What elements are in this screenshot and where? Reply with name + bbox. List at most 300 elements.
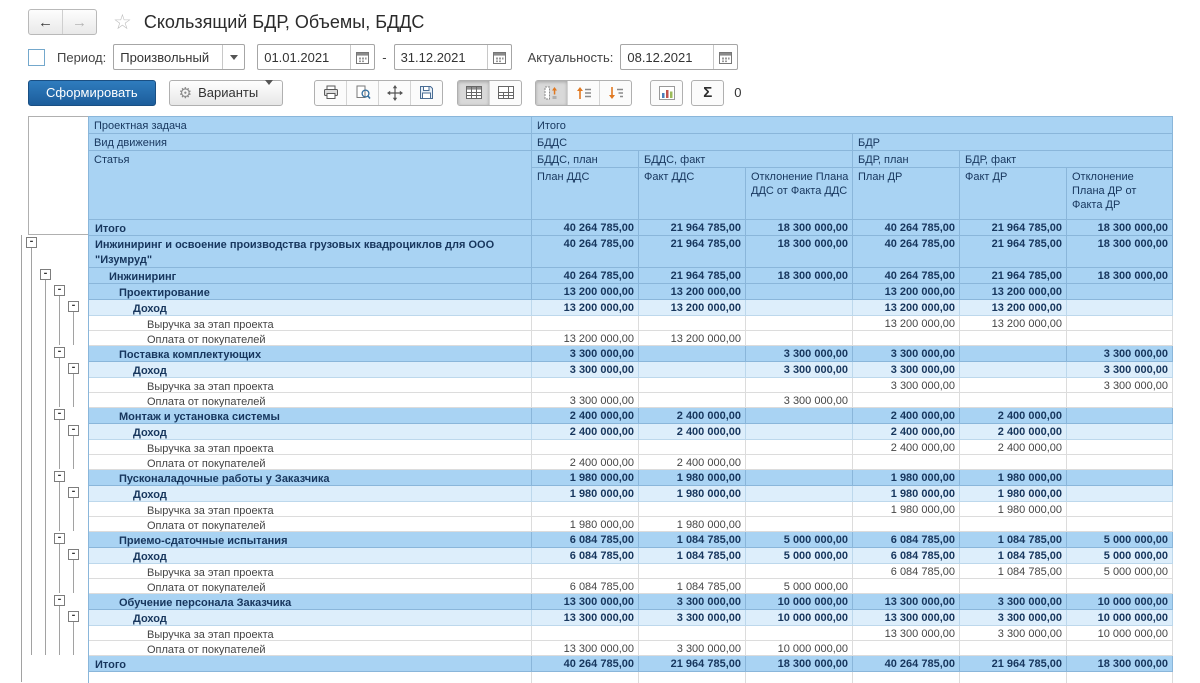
value-cell[interactable]: 2 400 000,00 [853, 424, 960, 440]
value-cell[interactable] [746, 486, 853, 502]
value-cell[interactable] [746, 424, 853, 440]
table-row [89, 626, 1173, 641]
value-cell[interactable]: 1 980 000,00 [532, 486, 639, 502]
value-cell[interactable]: 3 300 000,00 [853, 346, 960, 362]
gear-icon: ⚙ [178, 84, 193, 102]
value-cell[interactable] [639, 362, 746, 378]
value-cell[interactable]: 3 300 000,00 [746, 393, 853, 408]
value-cell[interactable]: 10 000 000,00 [746, 594, 853, 610]
value-cell[interactable]: 18 300 000,00 [1067, 236, 1173, 268]
collapse-box[interactable]: - [68, 363, 79, 374]
table-row [89, 579, 1173, 594]
value-cell[interactable]: 18 300 000,00 [746, 268, 853, 284]
value-cell[interactable] [639, 502, 746, 517]
value-cell[interactable]: 1 084 785,00 [960, 564, 1067, 579]
row-label-cell[interactable]: Приемо-сдаточные испытания [89, 532, 532, 548]
table-row [89, 316, 1173, 331]
table-row [89, 408, 1173, 424]
value-cell[interactable]: 2 400 000,00 [960, 440, 1067, 455]
value-cell[interactable] [639, 393, 746, 408]
table-row [89, 440, 1173, 455]
value-cell[interactable]: 13 300 000,00 [532, 610, 639, 626]
value-cell[interactable] [639, 316, 746, 331]
table-row [89, 548, 1173, 564]
table-row [89, 594, 1173, 610]
value-cell[interactable] [746, 626, 853, 641]
value-cell[interactable]: 1 980 000,00 [532, 517, 639, 532]
period-type-select[interactable] [113, 44, 245, 70]
value-cell[interactable]: 1 980 000,00 [960, 470, 1067, 486]
value-cell[interactable]: 10 000 000,00 [1067, 626, 1173, 641]
value-cell[interactable]: 18 300 000,00 [1067, 656, 1173, 672]
value-cell[interactable] [1067, 393, 1173, 408]
report-grid [88, 116, 1173, 683]
chart-button-group [650, 80, 683, 106]
value-cell[interactable]: 3 300 000,00 [1067, 378, 1173, 393]
corner-header-cell: Проектная задача [89, 117, 532, 134]
value-cell[interactable] [1067, 455, 1173, 470]
row-label-cell[interactable]: Доход [89, 424, 532, 440]
value-cell[interactable] [1067, 440, 1173, 455]
row-label-cell[interactable]: Оплата от покупателей [89, 579, 532, 594]
header-span-row [532, 134, 1173, 151]
nav-bar [0, 0, 1200, 36]
value-cell[interactable]: 13 300 000,00 [853, 626, 960, 641]
value-cell[interactable]: 5 000 000,00 [746, 548, 853, 564]
value-cell[interactable] [1067, 641, 1173, 656]
value-cell[interactable]: 2 400 000,00 [960, 408, 1067, 424]
value-cell[interactable]: 2 400 000,00 [853, 408, 960, 424]
value-cell[interactable]: 6 084 785,00 [853, 564, 960, 579]
value-cell[interactable] [960, 517, 1067, 532]
value-cell[interactable]: 40 264 785,00 [532, 220, 639, 236]
row-label-cell[interactable]: Доход [89, 486, 532, 502]
value-cell[interactable]: 21 964 785,00 [639, 236, 746, 268]
value-cell[interactable] [746, 284, 853, 300]
value-cell[interactable] [1067, 284, 1173, 300]
value-cell[interactable]: 13 300 000,00 [853, 594, 960, 610]
value-cell[interactable] [853, 331, 960, 346]
value-cell[interactable] [853, 517, 960, 532]
value-cell[interactable]: 3 300 000,00 [960, 626, 1067, 641]
tree-connector-line [31, 248, 32, 655]
row-label-cell[interactable]: Оплата от покупателей [89, 455, 532, 470]
value-cell[interactable]: 1 980 000,00 [960, 486, 1067, 502]
value-cell[interactable] [1067, 300, 1173, 316]
history-buttons [28, 9, 97, 35]
grid-merged-button[interactable] [489, 81, 521, 105]
value-cell[interactable]: 3 300 000,00 [639, 641, 746, 656]
tree-connector-line [73, 498, 74, 531]
value-cell[interactable] [746, 470, 853, 486]
collapse-levels-icon [544, 86, 559, 100]
value-cell[interactable] [746, 502, 853, 517]
collapse-box[interactable]: - [68, 487, 79, 498]
filter-bar [0, 44, 1200, 70]
value-cell[interactable]: 13 300 000,00 [532, 594, 639, 610]
collapse-box[interactable]: - [68, 611, 79, 622]
variants-button[interactable] [169, 80, 284, 106]
calendar-icon[interactable] [350, 45, 374, 69]
value-cell[interactable]: 13 300 000,00 [532, 641, 639, 656]
value-cell[interactable]: 6 084 785,00 [532, 532, 639, 548]
row-label-cell[interactable]: Итого [89, 656, 532, 672]
value-cell[interactable] [746, 408, 853, 424]
date-from-value: 01.01.2021 [264, 49, 330, 65]
tree-connector-line [59, 482, 60, 531]
table-row [89, 564, 1173, 579]
value-cell[interactable]: 5 000 000,00 [1067, 564, 1173, 579]
value-cell[interactable] [532, 440, 639, 455]
value-cell[interactable]: 1 980 000,00 [853, 502, 960, 517]
value-cell[interactable] [1067, 502, 1173, 517]
value-cell[interactable]: 3 300 000,00 [1067, 346, 1173, 362]
row-label-cell[interactable]: Поставка комплектующих [89, 346, 532, 362]
value-cell[interactable]: 13 200 000,00 [960, 284, 1067, 300]
tree-connector-line [21, 235, 22, 682]
value-cell[interactable] [639, 346, 746, 362]
tree-connector-line [73, 312, 74, 345]
calendar-icon[interactable] [487, 45, 511, 69]
value-cell[interactable]: 3 300 000,00 [639, 610, 746, 626]
value-cell[interactable]: 18 300 000,00 [746, 220, 853, 236]
save-icon [419, 85, 434, 100]
row-label-cell[interactable]: Инжиниринг [89, 268, 532, 284]
row-label-cell[interactable]: Оплата от покупателей [89, 393, 532, 408]
value-cell[interactable] [746, 564, 853, 579]
collapse-box[interactable]: - [26, 237, 37, 248]
value-cell[interactable] [960, 378, 1067, 393]
value-cell[interactable] [1067, 424, 1173, 440]
value-cell[interactable]: 13 200 000,00 [853, 284, 960, 300]
value-cell[interactable]: 1 980 000,00 [960, 502, 1067, 517]
value-cell[interactable] [746, 378, 853, 393]
value-cell[interactable]: 1 084 785,00 [960, 532, 1067, 548]
value-cell[interactable]: 21 964 785,00 [960, 220, 1067, 236]
row-label-cell[interactable]: Проектирование [89, 284, 532, 300]
value-cell[interactable] [639, 440, 746, 455]
value-cell[interactable] [853, 393, 960, 408]
row-label-cell [89, 672, 532, 683]
print-icon [323, 85, 339, 100]
date-from-input[interactable] [257, 44, 375, 70]
value-cell[interactable]: 10 000 000,00 [746, 610, 853, 626]
value-cell[interactable] [1067, 331, 1173, 346]
column-header-row [532, 168, 1173, 220]
value-cell[interactable] [639, 564, 746, 579]
grid-merged-icon [498, 86, 514, 99]
value-cell[interactable]: 3 300 000,00 [532, 346, 639, 362]
output-button-group [314, 80, 443, 106]
value-cell[interactable] [532, 564, 639, 579]
value-cell[interactable]: 1 084 785,00 [639, 548, 746, 564]
collapse-box[interactable]: - [54, 409, 65, 420]
expand-rows-up-button[interactable] [567, 81, 599, 105]
value-cell[interactable]: 6 084 785,00 [853, 548, 960, 564]
table-row [89, 300, 1173, 316]
collapse-box[interactable]: - [54, 533, 65, 544]
value-cell[interactable] [746, 331, 853, 346]
row-label-cell[interactable]: Выручка за этап проекта [89, 378, 532, 393]
row-label-cell[interactable]: Выручка за этап проекта [89, 502, 532, 517]
value-cell[interactable] [532, 626, 639, 641]
value-cell[interactable]: 2 400 000,00 [532, 424, 639, 440]
collapse-box[interactable]: - [68, 301, 79, 312]
value-cell[interactable] [960, 641, 1067, 656]
value-cell[interactable]: 40 264 785,00 [853, 236, 960, 268]
column-group-header-cell: БДДС, план [532, 151, 639, 168]
sigma-icon: Σ [703, 84, 713, 101]
row-label-cell[interactable]: Инжиниринг и освоение производства грузовых квадроциклов для ООО "Изумруд" [89, 236, 532, 268]
value-cell[interactable]: 1 980 000,00 [532, 470, 639, 486]
value-cell[interactable]: 2 400 000,00 [639, 455, 746, 470]
back-button[interactable] [29, 10, 62, 34]
row-label-cell[interactable]: Пусконаладочные работы у Заказчика [89, 470, 532, 486]
column-group-header-cell: БДДС [532, 134, 853, 151]
collapse-levels-button[interactable] [536, 81, 567, 105]
value-cell[interactable]: 3 300 000,00 [532, 393, 639, 408]
value-cell[interactable]: 3 300 000,00 [532, 362, 639, 378]
value-cell[interactable]: 18 300 000,00 [1067, 220, 1173, 236]
value-cell[interactable] [1067, 470, 1173, 486]
value-cell[interactable]: 40 264 785,00 [532, 656, 639, 672]
value-cell[interactable] [639, 626, 746, 641]
value-cell[interactable] [746, 517, 853, 532]
value-cell[interactable] [960, 331, 1067, 346]
value-cell[interactable]: 2 400 000,00 [853, 440, 960, 455]
value-cell[interactable]: 3 300 000,00 [853, 362, 960, 378]
chart-button[interactable] [651, 81, 682, 105]
row-label-cell[interactable]: Выручка за этап проекта [89, 316, 532, 331]
row-label-cell[interactable]: Выручка за этап проекта [89, 626, 532, 641]
table-row [89, 424, 1173, 440]
value-cell[interactable] [532, 502, 639, 517]
table-row [89, 362, 1173, 378]
value-cell[interactable]: 21 964 785,00 [960, 656, 1067, 672]
row-label-cell[interactable]: Итого [89, 220, 532, 236]
value-cell[interactable] [960, 393, 1067, 408]
value-cell[interactable] [1067, 579, 1173, 594]
value-cell[interactable]: 1 980 000,00 [639, 517, 746, 532]
value-cell[interactable]: 3 300 000,00 [960, 610, 1067, 626]
row-label-cell[interactable]: Доход [89, 548, 532, 564]
collapse-box[interactable]: - [54, 347, 65, 358]
value-cell[interactable]: 5 000 000,00 [1067, 548, 1173, 564]
row-label-cell[interactable]: Доход [89, 300, 532, 316]
value-cell[interactable] [1067, 517, 1173, 532]
collapse-box[interactable]: - [40, 269, 51, 280]
generate-button[interactable]: Сформировать [28, 80, 156, 106]
pan-button[interactable] [378, 81, 410, 105]
value-cell[interactable] [960, 362, 1067, 378]
row-label-cell[interactable]: Доход [89, 610, 532, 626]
value-cell[interactable] [746, 316, 853, 331]
collapse-box[interactable]: - [54, 595, 65, 606]
row-label-cell[interactable]: Оплата от покупателей [89, 331, 532, 346]
value-cell[interactable]: 6 084 785,00 [532, 548, 639, 564]
tree-connector-line [73, 622, 74, 655]
value-cell[interactable]: 2 400 000,00 [532, 455, 639, 470]
row-label-cell[interactable]: Оплата от покупателей [89, 641, 532, 656]
forward-button[interactable] [62, 10, 96, 34]
value-cell[interactable] [746, 440, 853, 455]
value-cell[interactable]: 3 300 000,00 [853, 378, 960, 393]
tree-connector-line [59, 544, 60, 593]
value-cell[interactable]: 3 300 000,00 [1067, 362, 1173, 378]
calendar-icon[interactable] [713, 45, 737, 69]
value-cell[interactable]: 40 264 785,00 [853, 220, 960, 236]
value-cell[interactable] [1067, 486, 1173, 502]
favorite-star-icon[interactable]: ☆ [113, 10, 132, 34]
value-cell[interactable]: 1 084 785,00 [639, 579, 746, 594]
column-group-header-cell: БДР [853, 134, 1173, 151]
value-cell[interactable]: 6 084 785,00 [532, 579, 639, 594]
print-preview-button[interactable] [346, 81, 378, 105]
sum-button-group [691, 80, 724, 106]
row-label-cell[interactable]: Доход [89, 362, 532, 378]
value-cell[interactable]: 40 264 785,00 [853, 268, 960, 284]
value-cell[interactable] [1067, 316, 1173, 331]
value-cell[interactable]: 13 200 000,00 [639, 284, 746, 300]
value-cell[interactable]: 10 000 000,00 [746, 641, 853, 656]
value-cell[interactable]: 18 300 000,00 [1067, 268, 1173, 284]
grid-with-headers-icon [466, 86, 482, 99]
column-header-cell: Отклонение Плана ДР от Факта ДР [1067, 168, 1173, 220]
value-cell[interactable] [532, 316, 639, 331]
period-checkbox[interactable] [28, 49, 45, 66]
row-label-cell[interactable]: Оплата от покупателей [89, 517, 532, 532]
value-cell[interactable]: 21 964 785,00 [960, 268, 1067, 284]
value-cell[interactable]: 21 964 785,00 [639, 656, 746, 672]
value-cell[interactable]: 13 200 000,00 [532, 331, 639, 346]
table-row [89, 393, 1173, 408]
back-arrow-icon: ← [38, 13, 53, 31]
print-button[interactable] [315, 81, 346, 105]
value-cell [1067, 672, 1173, 683]
value-cell[interactable]: 13 200 000,00 [853, 300, 960, 316]
value-cell[interactable] [532, 378, 639, 393]
column-header-cell: План ДДС [532, 168, 639, 220]
value-cell[interactable]: 1 980 000,00 [639, 470, 746, 486]
collapse-box[interactable]: - [54, 285, 65, 296]
column-group-header-cell: БДДС, факт [639, 151, 853, 168]
value-cell[interactable]: 13 200 000,00 [639, 300, 746, 316]
actuality-date-input[interactable] [620, 44, 738, 70]
value-cell[interactable]: 1 980 000,00 [853, 486, 960, 502]
value-cell[interactable] [746, 300, 853, 316]
corner-header-cell: Вид движения [89, 134, 532, 151]
value-cell[interactable]: 5 000 000,00 [746, 532, 853, 548]
value-cell[interactable] [960, 579, 1067, 594]
column-header-cell: Факт ДДС [639, 168, 746, 220]
value-cell[interactable]: 1 084 785,00 [960, 548, 1067, 564]
grouping-button-group [535, 80, 632, 106]
value-cell[interactable]: 13 200 000,00 [960, 316, 1067, 331]
value-cell[interactable]: 2 400 000,00 [532, 408, 639, 424]
value-cell[interactable]: 40 264 785,00 [532, 268, 639, 284]
value-cell[interactable]: 2 400 000,00 [639, 408, 746, 424]
value-cell[interactable] [639, 378, 746, 393]
value-cell[interactable]: 13 200 000,00 [639, 331, 746, 346]
value-cell [853, 672, 960, 683]
value-cell [746, 672, 853, 683]
variants-label: Варианты [198, 85, 259, 100]
value-cell[interactable]: 21 964 785,00 [960, 236, 1067, 268]
value-cell[interactable]: 10 000 000,00 [1067, 610, 1173, 626]
row-label-cell[interactable]: Обучение персонала Заказчика [89, 594, 532, 610]
value-cell[interactable]: 2 400 000,00 [639, 424, 746, 440]
value-cell[interactable] [746, 455, 853, 470]
value-cell[interactable]: 13 200 000,00 [532, 284, 639, 300]
value-cell[interactable]: 1 980 000,00 [853, 470, 960, 486]
header-rows [532, 117, 1173, 220]
table-row [89, 610, 1173, 626]
value-cell[interactable]: 3 300 000,00 [960, 594, 1067, 610]
value-cell[interactable]: 1 084 785,00 [639, 532, 746, 548]
value-cell[interactable]: 1 980 000,00 [639, 486, 746, 502]
value-cell[interactable]: 3 300 000,00 [746, 362, 853, 378]
value-cell[interactable] [853, 641, 960, 656]
date-to-value: 31.12.2021 [400, 49, 466, 65]
value-cell[interactable] [1067, 408, 1173, 424]
value-cell[interactable]: 6 084 785,00 [853, 532, 960, 548]
value-cell[interactable] [960, 346, 1067, 362]
collapse-box[interactable]: - [54, 471, 65, 482]
value-cell[interactable]: 2 400 000,00 [960, 424, 1067, 440]
autosum-button[interactable] [692, 81, 723, 105]
value-cell[interactable] [853, 455, 960, 470]
value-cell[interactable]: 10 000 000,00 [1067, 594, 1173, 610]
column-group-header-cell: БДР, план [853, 151, 960, 168]
value-cell[interactable]: 3 300 000,00 [639, 594, 746, 610]
table-row [89, 236, 1173, 268]
tree-connector-line [59, 420, 60, 469]
value-cell[interactable] [960, 455, 1067, 470]
forward-arrow-icon: → [72, 13, 87, 31]
value-cell[interactable]: 13 200 000,00 [960, 300, 1067, 316]
value-cell[interactable]: 13 300 000,00 [853, 610, 960, 626]
tree-connector-line [59, 296, 60, 345]
value-cell[interactable]: 40 264 785,00 [853, 656, 960, 672]
value-cell[interactable]: 18 300 000,00 [746, 236, 853, 268]
value-cell[interactable]: 40 264 785,00 [532, 236, 639, 268]
table-row [89, 284, 1173, 300]
table-row [89, 470, 1173, 486]
value-cell[interactable]: 21 964 785,00 [639, 268, 746, 284]
value-cell[interactable] [853, 579, 960, 594]
expand-rows-down-button[interactable] [599, 81, 631, 105]
row-label-cell[interactable]: Монтаж и установка системы [89, 408, 532, 424]
save-button[interactable] [410, 81, 442, 105]
value-cell[interactable]: 5 000 000,00 [1067, 532, 1173, 548]
value-cell[interactable]: 18 300 000,00 [746, 656, 853, 672]
grid-headers-button[interactable] [458, 81, 489, 105]
value-cell[interactable]: 13 200 000,00 [853, 316, 960, 331]
collapse-box[interactable]: - [68, 549, 79, 560]
tree-connector-line [73, 560, 74, 593]
row-label-cell[interactable]: Выручка за этап проекта [89, 440, 532, 455]
row-label-cell[interactable]: Выручка за этап проекта [89, 564, 532, 579]
date-to-input[interactable] [394, 44, 512, 70]
value-cell[interactable]: 21 964 785,00 [639, 220, 746, 236]
value-cell[interactable]: 13 200 000,00 [532, 300, 639, 316]
collapse-box[interactable]: - [68, 425, 79, 436]
tree-connector-line [73, 374, 74, 407]
value-cell[interactable]: 5 000 000,00 [746, 579, 853, 594]
value-cell[interactable]: 3 300 000,00 [746, 346, 853, 362]
table-row [89, 532, 1173, 548]
value-cell [960, 672, 1067, 683]
